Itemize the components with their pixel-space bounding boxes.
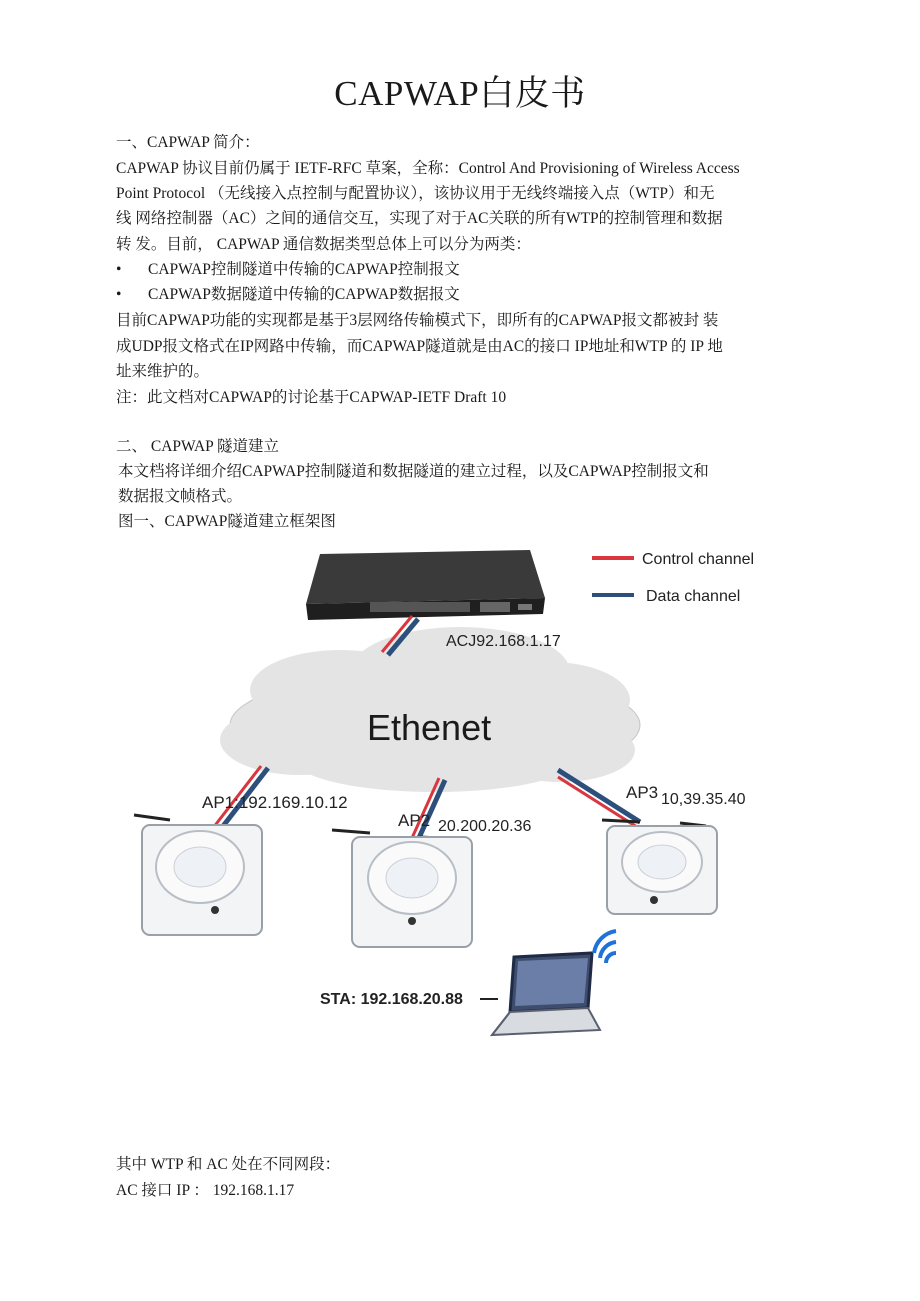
cloud-label: Ethenet: [367, 707, 492, 748]
section-1-heading: 一、CAPWAP 简介：: [116, 134, 260, 151]
ap2-ip-label: 20.200.20.36: [438, 818, 532, 835]
section-1-paragraph-line: CAPWAP 协议目前仍属于 IETF-RFC 草案，全称：Control And Provisioning of Wireless Access: [116, 160, 740, 177]
section-2-paragraph-line: 本文档将详细介绍CAPWAP控制隧道和数据隧道的建立过程，以及CAPWAP控制报文和: [118, 463, 709, 480]
ap2-label: AP2: [398, 811, 431, 830]
ac-switch-icon: [306, 550, 545, 620]
bullet-dot: •: [116, 261, 122, 278]
bullet-item: CAPWAP控制隧道中传输的CAPWAP控制报文: [148, 261, 460, 278]
section-1-paragraph-line: Point Protocol （无线接入点控制与配置协议），该协议用于无线终端接入点（WTP）和无: [116, 185, 715, 202]
section-2-heading: 二、 CAPWAP 隧道建立: [116, 438, 280, 455]
legend-control-label: Control channel: [642, 551, 755, 568]
note-line: 注：此文档对CAPWAP的讨论基于CAPWAP-IETF Draft 10: [116, 389, 507, 406]
footer-line: AC 接口 IP ： 192.168.1.17: [116, 1182, 295, 1199]
wifi-signal-icon: [594, 931, 616, 963]
ap1-label: AP1:192.169.10.12: [202, 793, 348, 812]
ac-ip-label: ACJ92.168.1.17: [446, 633, 561, 650]
ap2-device-icon: [332, 830, 472, 947]
section-1-paragraph-line: 转 发。目前， CAPWAP 通信数据类型总体上可以分为两类：: [116, 236, 531, 253]
sta-label: STA: 192.168.20.88: [320, 991, 463, 1008]
ap3-label: AP3: [626, 783, 659, 802]
bullet-dot: •: [116, 286, 122, 303]
bullet-item: CAPWAP数据隧道中传输的CAPWAP数据报文: [148, 286, 460, 303]
section-1-paragraph-line: 线 网络控制器（AC）之间的通信交互，实现了对于AC关联的所有WTP的控制管理和数据: [116, 210, 723, 227]
legend-data-label: Data channel: [646, 588, 741, 605]
ap1-device-icon: [134, 815, 262, 935]
section-1-paragraph-line: 址来维护的。: [116, 363, 210, 380]
figure-caption: 图一、CAPWAP隧道建立框架图: [118, 513, 336, 530]
ap3-ip-label: 10,39.35.40: [661, 791, 746, 808]
section-1-paragraph-line: 目前CAPWAP功能的实现都是基于3层网络传输模式下，即所有的CAPWAP报文都被封 装: [116, 312, 719, 329]
capwap-topology-figure: [120, 540, 810, 1060]
footer-line: 其中 WTP 和 AC 处在不同网段：: [116, 1156, 341, 1173]
section-2-paragraph-line: 数据报文帧格式。: [118, 488, 243, 505]
laptop-icon: [492, 953, 600, 1035]
section-1-paragraph-line: 成UDP报文格式在IP网路中传输，而CAPWAP隧道就是由AC的接口 IP地址和WTP 的 IP 地: [116, 338, 723, 355]
ap3-device-icon: [602, 820, 717, 914]
page-title: CAPWAP白皮书: [334, 74, 586, 113]
